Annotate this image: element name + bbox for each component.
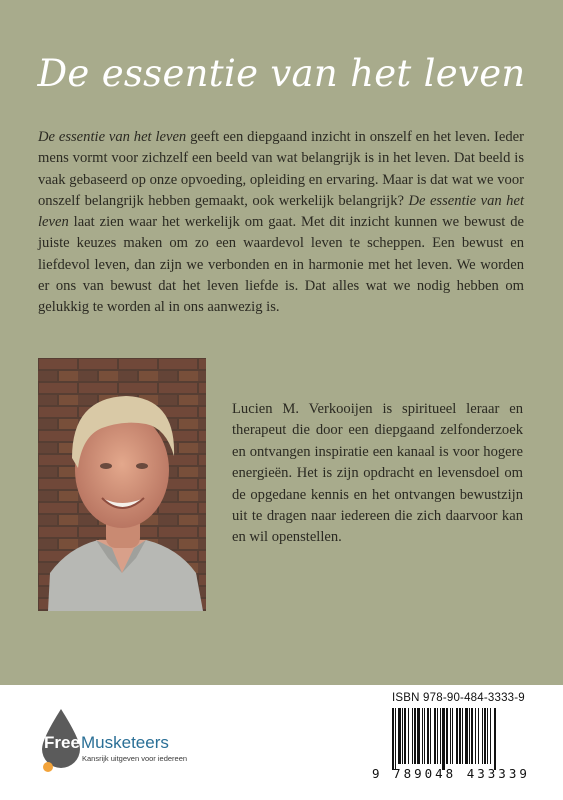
book-title: De essentie van het leven [37,52,526,95]
barcode-image [392,708,530,770]
logo-text-free: Free [44,733,80,752]
blurb-part-1: geeft een diepgaand inzicht in onszelf en het leven. Ieder mens vormt voor zichzelf een beeld van wat belangrijk is in het leven. Dat beeld is vaak gebaseerd op onze opvoeding, opleiding en ervaring. Maar is dat wat we voor onszelf belangrijk hebben gemaakt, ook werkelijk belangrijk? [38,129,524,209]
isbn-label: ISBN 978-90-484-3333-9 [392,692,525,704]
author-portrait-image [38,358,206,611]
publisher-logo [36,705,216,775]
blurb-italic-title: De essentie van het leven [38,129,187,145]
barcode-digits: 9 789048 433339 [372,766,530,781]
book-blurb [38,127,524,319]
author-bio: Lucien M. Verkooijen is spiritueel leraar en therapeut die door een diepgaand zelfonderzoek en ontvangen inspiratie een kanaal is voor hogere energieën. Het is zijn opdracht en levensdoel om de opgedane kennis en het ontvangen bewustzijn uit te dragen naar iedereen die zich daarvoor kan en wil openstellen. [232,401,523,546]
blurb-italic-title-2: De essentie van het leven [38,192,524,231]
logo-tagline: Kansrijk uitgeven voor iedereen [82,754,188,763]
author-photo [38,358,206,611]
blurb-part-2: laat zien waar het werkelijk om gaat. Met dit inzicht kunnen we bewust de juiste keuzes maken om zo een waardevol leven te scheppen. Een bewust en liefdevol leven, dan zijn we verbonden en in harmonie met het leven. We worden er ons van bewust dat het leven liefde is. Dat alles wat we nodig hebben om gelukkig te worden al in ons aanwezig is. [38,214,524,316]
logo-text-musketeers: Musketeers [81,733,169,752]
